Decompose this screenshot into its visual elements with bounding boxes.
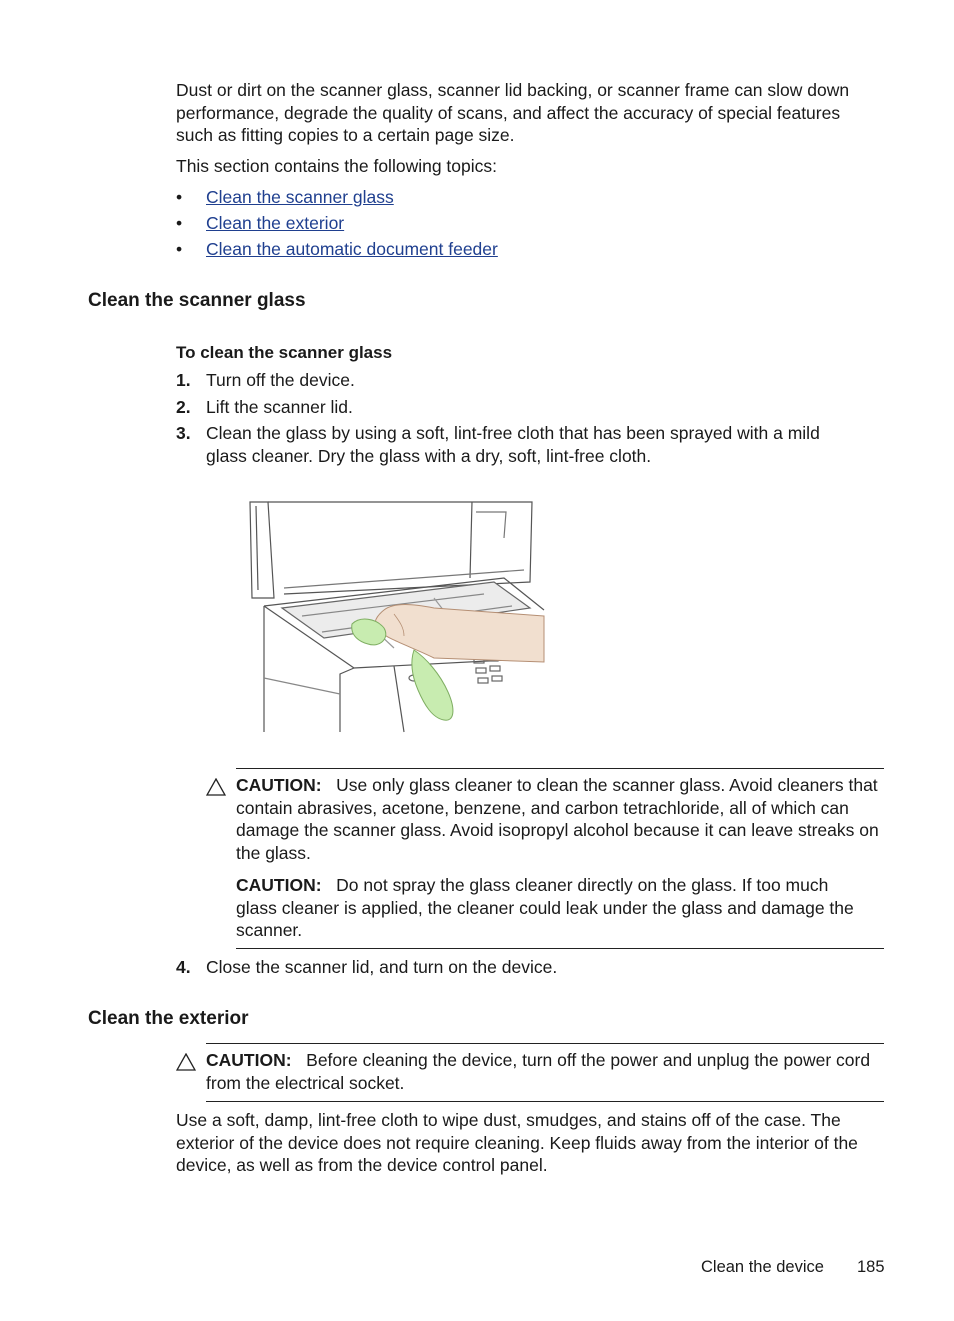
heading-clean-scanner-glass: Clean the scanner glass <box>88 290 306 311</box>
scanner-cleaning-illustration <box>244 498 546 736</box>
bullet-marker: • <box>176 213 183 233</box>
caution-text: Do not spray the glass cleaner directly on the glass. If too much glass cleaner is applied, the cleaner could leak under the glass and damage the scanner. <box>236 875 854 940</box>
topics-intro: This section contains the following topics: <box>176 156 497 176</box>
step-text: Lift the scanner lid. <box>206 397 353 417</box>
step-number: 1. <box>176 370 191 390</box>
caution-bottom-rule <box>206 1101 884 1102</box>
caution-triangle-icon <box>176 1053 196 1071</box>
topic-link-adf[interactable]: Clean the automatic document feeder <box>206 239 498 259</box>
step-number: 4. <box>176 957 191 977</box>
caution-bottom-rule <box>236 948 884 949</box>
footer-section-title: Clean the device <box>701 1258 824 1276</box>
step-number: 2. <box>176 397 191 417</box>
step-text: Clean the glass by using a soft, lint-free cloth that has been sprayed with a mild glass cleaner. Dry the glass with a dry, soft, lint-free cloth. <box>206 423 820 466</box>
topic-link-exterior[interactable]: Clean the exterior <box>206 213 345 233</box>
caution-triangle-icon <box>206 778 226 796</box>
bullet-marker: • <box>176 187 183 207</box>
intro-paragraph: Dust or dirt on the scanner glass, scanner lid backing, or scanner frame can slow down performance, degrade the quality of scans, and affect the accuracy of special features such as fitting copies to a certain page size. <box>176 80 850 145</box>
caution-text: Before cleaning the device, turn off the power and unplug the power cord from the electrical socket. <box>206 1050 871 1093</box>
procedure-title: To clean the scanner glass <box>176 343 393 362</box>
caution-top-rule <box>236 768 884 769</box>
bullet-marker: • <box>176 239 183 259</box>
heading-clean-exterior: Clean the exterior <box>88 1008 249 1029</box>
caution-label: CAUTION: <box>236 775 322 795</box>
step-text: Turn off the device. <box>206 370 355 390</box>
step-text: Close the scanner lid, and turn on the device. <box>206 957 558 977</box>
caution-text: Use only glass cleaner to clean the scanner glass. Avoid cleaners that contain abrasives, acetone, benzene, and carbon tetrachloride, all of which can damage the scanner glass. Avoid isopropyl alcohol because it can leave streaks on the glass. <box>236 775 879 863</box>
caution-label: CAUTION: <box>236 875 322 895</box>
topic-link-scanner-glass[interactable]: Clean the scanner glass <box>206 187 394 207</box>
caution-top-rule <box>206 1043 884 1044</box>
step-number: 3. <box>176 423 191 443</box>
caution-paragraph <box>236 774 884 864</box>
caution-paragraph <box>206 1049 876 1094</box>
caution-label: CAUTION: <box>206 1050 292 1070</box>
caution-paragraph <box>236 874 866 942</box>
page-number: 185 <box>857 1258 885 1276</box>
exterior-paragraph: Use a soft, damp, lint-free cloth to wipe dust, smudges, and stains off of the case. The exterior of the device does not require cleaning. Keep fluids away from the interior of the device, as well as from the device control panel. <box>176 1110 858 1175</box>
